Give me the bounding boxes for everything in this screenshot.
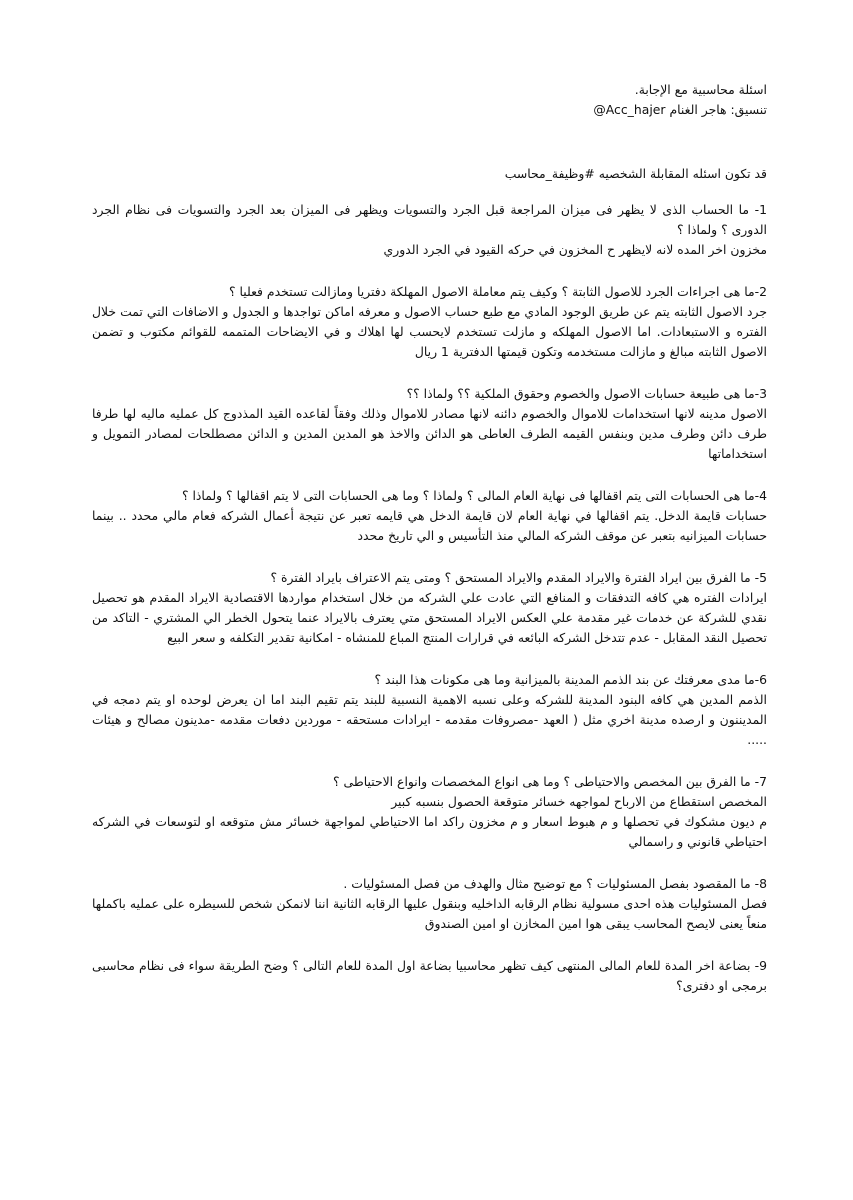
document-body	[92, 80, 767, 1018]
qa-item-3	[92, 384, 767, 464]
question-7: 7- ما الفرق بين المخصص والاحتياطى ؟ وما هى انواع المخصصات وانواع الاحتياطى ؟	[332, 774, 767, 789]
answer-1: مخزون اخر المده لانه لايظهر ح المخزون في حركه القيود في الجرد الدوري	[383, 242, 767, 257]
coordination-handle: @Acc_hajer	[593, 102, 666, 117]
qa-item-4	[92, 486, 767, 546]
answer-5: ايرادات الفتره هي كافه التدفقات و المنافع التي عادت علي الشركه من خلال استخدام مواردها الاقتصادية الايراد المقدم هو تحصيل نقدي للشركة عن خدمات غير مقدمة علي العكس الايراد المستحق متي يعترف بالايراد عنما يتحول الخطر الي المشتري - التاكد من تحصيل النقد المقابل - عدم تتدخل الشركه البائعه في قرارات المنتج المباع للمنشاه - امكانية تقدير التكلفه و سعر البيع	[92, 590, 767, 645]
question-4: 4-ما هى الحسابات التى يتم اقفالها فى نهاية العام المالى ؟ ولماذا ؟ وما هى الحسابات التى لا يتم اقفالها ؟ ولماذا ؟	[181, 488, 767, 503]
question-8: 8- ما المقصود بفصل المسئوليات ؟ مع توضيح مثال والهدف من فصل المسئوليات .	[343, 876, 767, 891]
answer-3: الاصول مدينه لانها استخدامات للاموال والخصوم دائنه لانها مصادر للاموال وذلك وفقاً لقاعده القيد المذدوج كل عمليه ماليه لها طرفا طرف دائن وطرف مدين وبنفس القيمه الطرف العاطى هو الدائن والاخذ هو المدين المدين و الدائن مصطلحات لمصادر التمويل و استخداماتها	[92, 406, 767, 461]
question-3: 3-ما هى طبيعة حسابات الاصول والخصوم وحقوق الملكية ؟؟ ولماذا ؟؟	[406, 386, 767, 401]
question-5: 5- ما الفرق بين ايراد الفترة والايراد المقدم والايراد المستحق ؟ ومتى يتم الاعتراف بايراد الفترة ؟	[270, 570, 767, 585]
coordination-label: تنسيق: هاجر الغنام	[669, 102, 767, 117]
answer-8: فصل المسئوليات هذه احدى مسولية نظام الرقابه الداخليه وبنقول عليها الرقابه الثانية اننا لانمكن شخص للسيطره على عمليه باكملها منعاً يعنى لايصح المحاسب يبقى هوا امين المخازن او امين الصندوق	[92, 896, 767, 931]
qa-item-6	[92, 670, 767, 750]
question-6: 6-ما مدى معرفتك عن بند الذمم المدينة بالميزانية وما هى مكونات هذا البند ؟	[374, 672, 767, 687]
question-1: 1- ما الحساب الذى لا يظهر فى ميزان المراجعة قبل الجرد والتسويات ويظهر فى الميزان بعد الجرد والتسويات فى نظام الجرد الدورى ؟ ولماذا ؟	[92, 202, 767, 237]
qa-item-7	[92, 772, 767, 852]
qa-item-5	[92, 568, 767, 648]
intro-line: قد تكون اسئله المقابلة الشخصيه #وظيفة_محاسب	[504, 166, 767, 181]
qa-item-2	[92, 282, 767, 362]
qa-item-9	[92, 956, 767, 996]
qa-item-8	[92, 874, 767, 934]
answer-7: المخصص استقطاع من الارباح لمواجهه خسائر متوقعة الحصول بنسبه كبير م ديون مشكوك في تحصلها و م هبوط اسعار و م مخزون راكد اما الاحتياطي لمواجهة خسائر مش متوقعه او لتوسعات في الشركه احتياطي قانوني و راسمالي	[92, 794, 767, 849]
question-2: 2-ما هى اجراءات الجرد للاصول الثابتة ؟ وكيف يتم معاملة الاصول المهلكة دفتريا ومازالت تستخدم فعليا ؟	[228, 284, 767, 299]
coordination-line	[92, 100, 767, 120]
answer-2: جرد الاصول الثابته يتم عن طريق الوجود المادي مع طبع حساب الاصول و معرفه اماكن تواجدها و الجدول و الاضافات التي تمت خلال الفتره و الاستبعادات. اما الاصول المهلكه و مازلت تستخدم لايحسب لها اهلاك و في الايضاحات المتممه للقوائم مكتوب و تضمن الاصول الثابته مبالغ و مازالت مستخدمه وتكون قيمتها الدفترية 1 ريال	[92, 304, 767, 359]
answer-4: حسابات قايمة الدخل. يتم اقفالها في نهاية العام لان قايمة الدخل هي قايمه تعبر عن نتيجة أعمال الشركه فعام مالي محدد .. بينما حسابات الميزانيه بتعبر عن موقف الشركه المالي منذ التأسيس و الي تاريخ محدد	[92, 508, 767, 543]
qa-item-1	[92, 200, 767, 260]
document-title: اسئلة محاسبية مع الإجابة.	[634, 82, 767, 97]
answer-6: الذمم المدين هي كافه البنود المدينة للشركه وعلى نسبه الاهمية النسبية للبند يتم تقيم البند اما ان يعرض لوحده او يتم دمجه في المديننون و ارصده مدينة اخري مثل ( العهد -مصروفات مقدمه - ايرادات مستحقه - موردين دفعات مقدمه -مدينون مصالح و هيئات .....	[92, 692, 767, 747]
question-9: 9- بضاعة اخر المدة للعام المالى المنتهى كيف تظهر محاسبيا بضاعة اول المدة للعام التالى ؟ وضح الطريقة سواء فى نظام محاسبى برمجى او دفترى؟	[92, 958, 767, 993]
